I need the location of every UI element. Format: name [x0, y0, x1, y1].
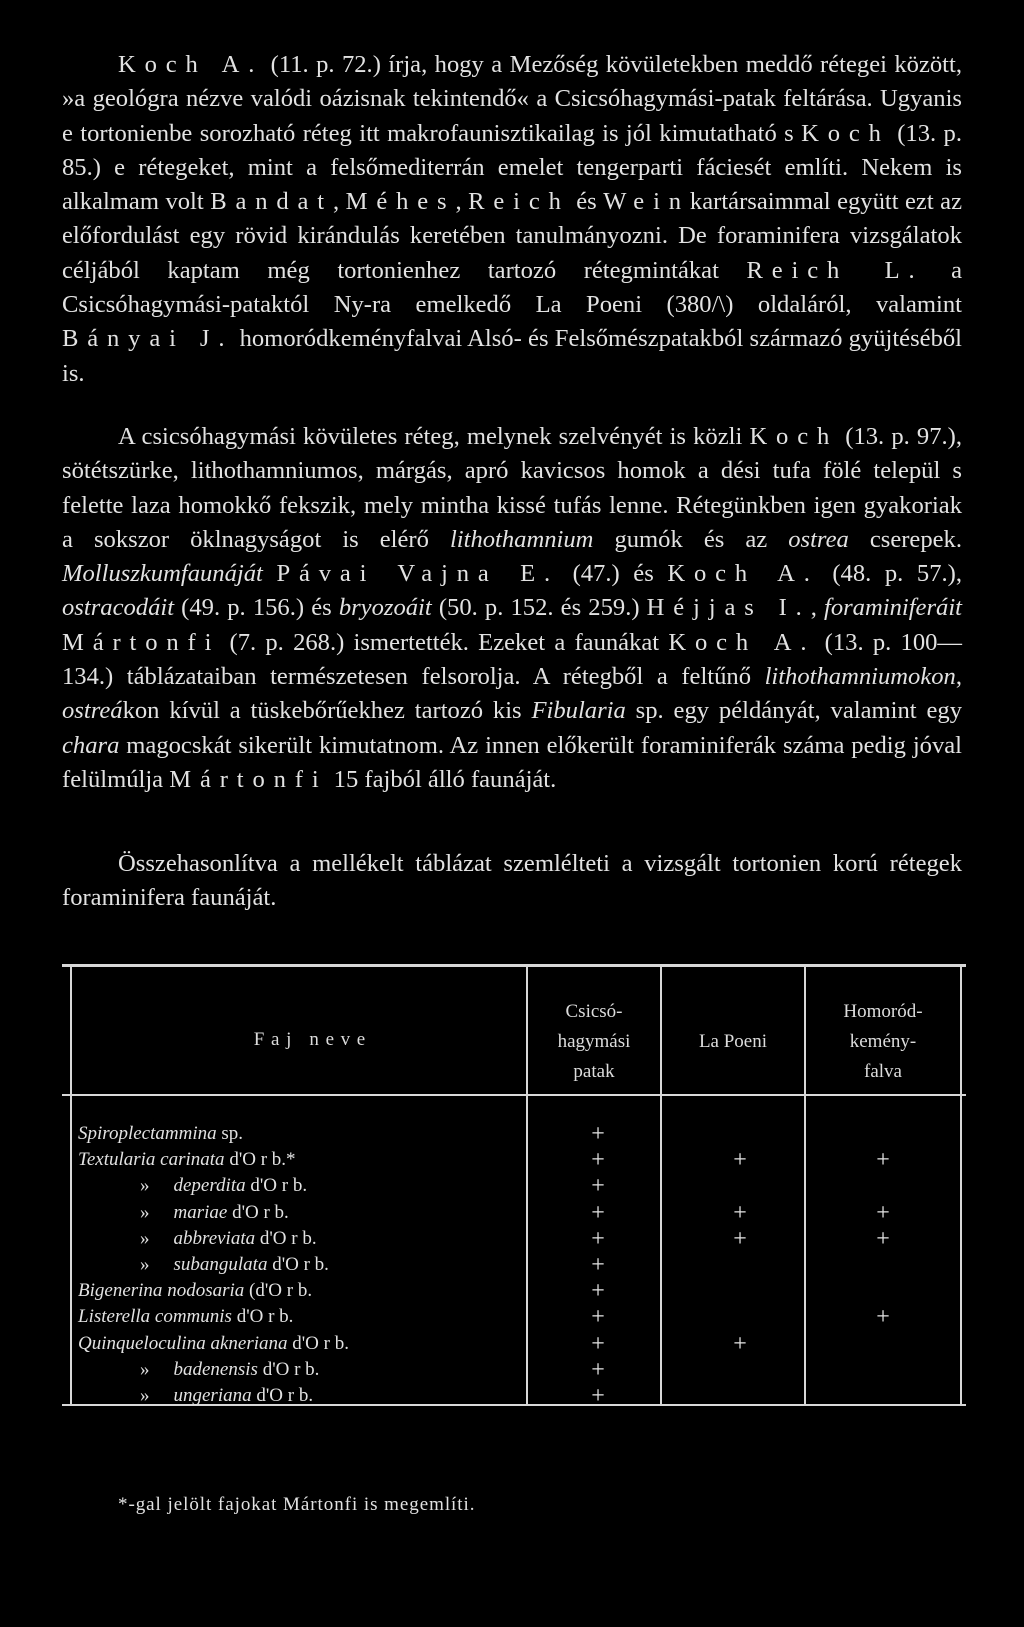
occurrence-csicsohagymasi: +	[591, 1356, 605, 1383]
text-run: (50. p. 152. és 259.)	[431, 594, 647, 622]
italic-term: ostrea	[788, 525, 849, 553]
paragraph-3	[62, 847, 962, 916]
italic-term: lithothamnium	[449, 525, 594, 553]
text-run: gumók és az	[593, 525, 789, 553]
table-row	[78, 1306, 918, 1330]
author: d'O r b.	[250, 1175, 308, 1197]
table-row	[78, 1199, 918, 1226]
spaced-name: Mártonfi	[169, 765, 328, 793]
genus: Spiroplectammina	[78, 1123, 217, 1144]
species-name	[140, 1254, 329, 1276]
text-run: Összehasonlítva a mellékelt táblázat szemlélteti a vizsgált tortonien korú rétegek foraminifera faunáját.	[62, 850, 962, 912]
author: d'O r b.	[262, 1358, 320, 1380]
epithet: akneriana	[210, 1332, 288, 1354]
spaced-name: Koch A.	[118, 51, 264, 78]
ditto-mark: »	[140, 1385, 150, 1406]
spaced-name: Reich	[468, 188, 570, 216]
spaced-name: Reich L.	[746, 256, 924, 284]
text-run: (47.) és	[558, 560, 668, 588]
species-name	[140, 1359, 319, 1381]
ditto-mark: »	[140, 1175, 150, 1197]
text-run: a Csicsóhagymási-pataktól Ny-ra emelkedő La Poeni (380/\) oldaláról, valamint	[62, 256, 962, 319]
species-name	[140, 1228, 317, 1250]
text-run: (13. p. 85.) e rétegeket, mint a felsőmediterrán emelet tengerparti fáciesét említi. Nekem is alkalmam volt	[62, 119, 962, 216]
spaced-name: Mártonfi	[62, 628, 221, 656]
epithet: nodosaria	[167, 1280, 245, 1302]
author: sp.	[221, 1123, 244, 1144]
ditto-mark: »	[140, 1227, 150, 1249]
author: d'O r b.*	[229, 1149, 296, 1171]
text-run: A csicsóhagymási kövületes réteg, melynek szelvényét is közli	[118, 423, 750, 450]
table-row	[78, 1123, 918, 1147]
ditto-mark: »	[140, 1254, 150, 1275]
table-row	[78, 1225, 918, 1252]
table-left-rule	[70, 966, 72, 1406]
italic-term: Fibularia	[531, 697, 626, 725]
occurrence-csicsohagymasi: +	[591, 1225, 605, 1252]
genus: Textularia	[78, 1149, 156, 1171]
spaced-name: Héjjas I.	[646, 594, 811, 622]
table-row	[78, 1254, 918, 1278]
italic-term: ostracodáit	[62, 594, 175, 622]
table-row	[78, 1385, 918, 1409]
text-run: magocskát sikerült kimutatnom. Az innen előkerült foraminiferák száma pedig jóval felülmúlja	[62, 731, 962, 793]
text-run: (11. p. 72.) írja, hogy a Mezőség kövületekben meddő rétegei között, »a geológra nézve valódi oázisnak tekintendő« a Csicsóhagymási-patak feltárása. Ugyanis e tortonienbe sorozható réteg itt makrofaunisztikailag is jól kimutatható s	[62, 51, 962, 147]
table-header-rule	[62, 1094, 966, 1096]
spaced-name: Koch A.	[668, 628, 816, 656]
spaced-name: Bandat	[210, 188, 333, 216]
text-run: ,	[955, 663, 962, 691]
header-la-poeni: La Poeni	[698, 1031, 768, 1052]
spaced-name: Koch	[749, 423, 839, 450]
species-name	[78, 1280, 312, 1302]
occurrence-homorodkemenyfalva: +	[876, 1225, 890, 1252]
occurrence-csicsohagymasi: +	[591, 1121, 605, 1147]
paragraph-1	[62, 48, 962, 391]
table-row	[78, 1149, 918, 1173]
epithet: carinata	[160, 1149, 225, 1171]
species-name	[78, 1123, 243, 1145]
italic-term: Molluszkumfaunáját	[62, 560, 263, 588]
occurrence-homorodkemenyfalva: +	[876, 1147, 890, 1174]
author: d'O r b.	[256, 1385, 314, 1406]
species-name	[140, 1202, 289, 1224]
occurrence-la-poeni: +	[733, 1225, 747, 1252]
author: d'O r b.	[232, 1201, 289, 1223]
epithet: communis	[154, 1306, 232, 1328]
text-run: 15 fajból álló faunáját.	[327, 765, 557, 793]
occurrence-csicsohagymasi: +	[591, 1330, 605, 1357]
text-run: ,	[333, 188, 346, 216]
spaced-name: Koch	[801, 119, 890, 147]
occurrence-csicsohagymasi: +	[591, 1383, 605, 1409]
italic-term: foraminiferáit	[823, 594, 962, 622]
text-run: (48. p. 57.),	[818, 560, 962, 588]
italic-term: chara	[62, 731, 120, 759]
occurrence-csicsohagymasi: +	[591, 1173, 605, 1200]
table-top-rule	[62, 964, 966, 967]
paragraph-2	[62, 420, 962, 797]
text-run: és	[569, 188, 604, 216]
genus: Quinqueloculina	[78, 1332, 206, 1354]
occurrence-la-poeni: +	[733, 1330, 747, 1357]
footnote: *-gal jelölt fajokat Mártonfi is megemlíti.	[118, 1494, 476, 1515]
occurrence-homorodkemenyfalva: +	[876, 1199, 890, 1226]
ditto-mark: »	[140, 1358, 150, 1380]
epithet: subangulata	[173, 1254, 268, 1275]
author: (d'O r b.	[249, 1280, 313, 1302]
italic-term: ostreá	[62, 697, 123, 725]
species-name	[78, 1306, 293, 1328]
author: d'O r b.	[236, 1306, 294, 1328]
text-run	[263, 560, 277, 587]
header-csicsohagymasi: Csicsó- hagymási patak	[557, 1001, 631, 1082]
epithet: deperdita	[173, 1175, 246, 1197]
author: d'O r b.	[292, 1332, 349, 1354]
text-run: (49. p. 156.) és	[174, 594, 339, 622]
spaced-name: Bányai J.	[62, 325, 234, 353]
occurrence-csicsohagymasi: +	[591, 1147, 605, 1174]
occurrence-la-poeni: +	[733, 1199, 747, 1226]
text-run: (7. p. 268.) ismertették. Ezeket a faunákat	[220, 628, 669, 656]
author: d'O r b.	[259, 1227, 317, 1249]
occurrence-csicsohagymasi: +	[591, 1304, 605, 1331]
occurrence-homorodkemenyfalva: +	[876, 1304, 890, 1331]
epithet: mariae	[173, 1201, 228, 1223]
text-run: kon kívül a tüskebőrűekhez tartozó kis	[122, 697, 532, 725]
species-name	[78, 1333, 349, 1355]
text-run: sp. egy példányát, valamint egy	[625, 697, 962, 725]
table-row	[78, 1356, 918, 1383]
epithet: ungeriana	[173, 1385, 252, 1406]
text-run: ,	[810, 594, 824, 622]
occurrence-csicsohagymasi: +	[591, 1278, 605, 1305]
text-run: (13. p. 100—134.) táblázataiban természetesen felsorolja. A rétegből a feltűnő	[62, 628, 963, 691]
table-row	[78, 1330, 918, 1357]
genus: Bigenerina	[78, 1280, 163, 1302]
italic-term: bryozoáit	[338, 594, 432, 622]
header-species-name: F a j n e v e	[253, 1029, 367, 1050]
table-row	[78, 1280, 918, 1304]
spaced-name: Wein	[603, 188, 690, 216]
spaced-name: Koch A.	[667, 560, 819, 588]
occurrence-csicsohagymasi: +	[591, 1199, 605, 1226]
occurrence-csicsohagymasi: +	[591, 1252, 605, 1278]
species-name	[140, 1175, 307, 1197]
spaced-name: Méhes	[345, 188, 456, 216]
species-name	[78, 1149, 296, 1171]
header-homorodkemenyfalva: Homoród- kemény- falva	[843, 1001, 923, 1082]
text-run: ,	[455, 188, 469, 216]
text-run: cserepek.	[848, 525, 963, 553]
epithet: badenensis	[173, 1358, 258, 1380]
occurrence-la-poeni: +	[733, 1147, 747, 1174]
text-run: kartársaimmal együtt ezt az előfordulást egy rövid kirándulás keretében tanulmányozni. De foraminifera vizsgálatok céljából kaptam még tortonienhez tartozó rétegmintákat	[62, 188, 962, 284]
text-run: (13. p. 97.), sötétszürke, lithothamniumos, márgás, apró kavicsos homok a dési tufa fölé települ s felette laza homokkő fekszik, mely mintha kissé tufás lenne. Rétegünkben igen gyakoriak a sokszor öklnagyságot is elérő	[62, 423, 962, 553]
genus: Listerella	[78, 1306, 151, 1328]
author: d'O r b.	[272, 1254, 329, 1275]
table-right-rule	[960, 966, 962, 1406]
species-name	[140, 1385, 313, 1407]
ditto-mark: »	[140, 1201, 150, 1223]
epithet: abbreviata	[173, 1227, 256, 1249]
italic-term: lithothamniumokon	[764, 663, 956, 691]
table-row	[78, 1175, 918, 1199]
spaced-name: Pávai Vajna E.	[276, 560, 559, 588]
text-run: homoródkeményfalvai Alsó- és Felsőmészpatakból származó gyüjtéséből is.	[62, 325, 963, 387]
